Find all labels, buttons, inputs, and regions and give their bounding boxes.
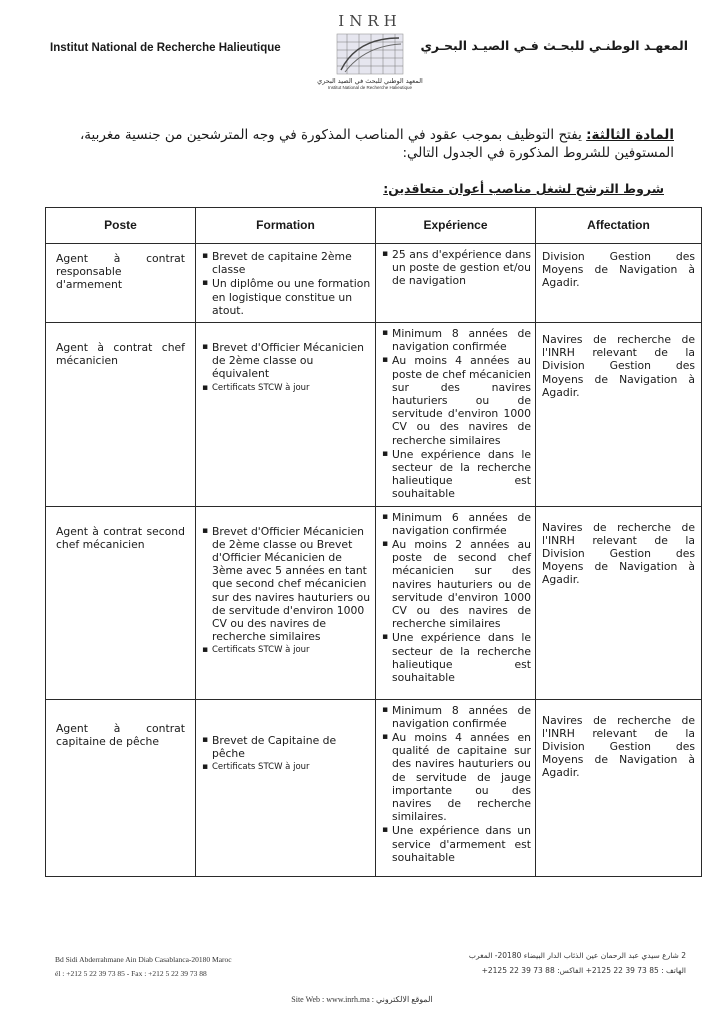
poste-cell	[46, 244, 196, 323]
header-affectation: Affectation	[536, 208, 702, 244]
experience-cell	[376, 323, 536, 507]
poste-cell	[46, 699, 196, 876]
footer-contact-fr	[55, 953, 232, 981]
footer-phone-ar: الهاتف : 85 73 39 22 2125+ الفاكس: 88 73 39 22 2125+	[481, 966, 686, 975]
conditions-table	[45, 207, 702, 877]
experience-item: ▪ Au moins 4 années en qualité de capitaine sur des navires hauturiers ou de servitude de jauge importante ou des navires de recherche similaires.	[382, 731, 531, 823]
footer-address-ar: 2 شارع سيدي عبد الرحمان عين الذئاب الدار البيضاء 20180- المغرب	[468, 951, 686, 960]
logo-french-name: Institut National de Recherche Halieutique	[327, 85, 413, 90]
poste-cell	[46, 506, 196, 699]
experience-item: ▪ Minimum 8 années de navigation confirmée	[382, 704, 531, 730]
article-three	[34, 126, 674, 162]
header-experience: Expérience	[376, 208, 536, 244]
formation-item: ▪ Certificats STCW à jour	[202, 382, 371, 395]
experience-item: ▪ 25 ans d'expérience dans un poste de gestion et/ou de navigation	[382, 248, 531, 288]
table-row	[46, 323, 702, 507]
formation-cell	[196, 244, 376, 323]
institute-name-fr: Institut National de Recherche Halieutique	[50, 42, 281, 54]
experience-cell	[376, 699, 536, 876]
experience-cell	[376, 244, 536, 323]
header-poste: Poste	[46, 208, 196, 244]
affectation-cell	[536, 323, 702, 507]
footer-contact-ar	[469, 948, 686, 978]
poste-label: Agent à contrat chef mécanicien	[56, 341, 185, 368]
experience-item: ▪ Au moins 2 années au poste de second chef mécanicien sur des navires hauturiers ou de servitude d'environ 1000 CV ou des navires de recherche similaires	[382, 538, 531, 630]
affectation-cell	[536, 506, 702, 699]
formation-cell	[196, 699, 376, 876]
experience-item: ▪ Une expérience dans le secteur de la recherche halieutique est souhaitable	[382, 448, 531, 501]
table-row	[46, 506, 702, 699]
formation-item: ▪ Brevet d'Officier Mécanicien de 2ème classe ou équivalent	[202, 341, 371, 381]
article-text: يفتح التوظيف بموجب عقود في المناصب المذكورة في وجه المترشحين من جنسية مغربية، المستوفين للشروط المذكورة في الجدول التالي:	[79, 127, 674, 161]
conditions-subheading: شروط الترشح لشغل مناصب أعوان متعاقدين:	[383, 181, 664, 196]
poste-cell	[46, 323, 196, 507]
formation-cell	[196, 323, 376, 507]
footer-address-fr: Bd Sidi Abderrahmane Ain Diab Casablanca-20180 Maroc	[55, 955, 232, 964]
poste-label: Agent à contrat responsable d'armement	[56, 252, 185, 292]
affectation-cell	[536, 699, 702, 876]
formation-item: ▪ Brevet d'Officier Mécanicien de 2ème classe ou Brevet d'Officier Mécanicien de 3ème avec 5 années en tant que second chef mécanicien sur des navires hauturiers ou de servitude d'environ 1000 CV ou des navires de recherche similaires	[202, 525, 371, 644]
experience-item: ▪ Au moins 4 années au poste de chef mécanicien sur des navires hauturiers ou de servitude d'environ 1000 CV ou des navires de recherche similaires	[382, 354, 531, 446]
formation-item: ▪ Certificats STCW à jour	[202, 761, 371, 774]
logo-arabic-name: المعهد الوطني للبحث في الصيد البحري	[317, 77, 423, 85]
affectation-cell	[536, 244, 702, 323]
footer-phone-fr: él : +212 5 22 39 73 85 - Fax : +212 5 22 39 73 88	[55, 969, 207, 978]
experience-item: ▪ Une expérience dans un service d'armement est souhaitable	[382, 824, 531, 864]
header-formation: Formation	[196, 208, 376, 244]
logo-acronym: INRH	[338, 12, 402, 30]
formation-item: ▪ Un diplôme ou une formation en logistique constitue un atout.	[202, 277, 371, 317]
affectation-text: Navires de recherche de l'INRH relevant de la Division Gestion des Moyens de Navigation à Agadir.	[542, 333, 695, 399]
experience-item: ▪ Minimum 6 années de navigation confirmée	[382, 511, 531, 537]
logo-emblem-icon	[335, 32, 405, 76]
formation-item: ▪ Brevet de capitaine 2ème classe	[202, 250, 371, 276]
experience-item: ▪ Minimum 8 années de navigation confirmée	[382, 327, 531, 353]
experience-item: ▪ Une expérience dans le secteur de la recherche halieutique est souhaitable	[382, 631, 531, 684]
experience-cell	[376, 506, 536, 699]
affectation-text: Navires de recherche de l'INRH relevant de la Division Gestion des Moyens de Navigation à Agadir.	[542, 520, 695, 587]
poste-label: Agent à contrat capitaine de pêche	[56, 721, 185, 748]
formation-cell	[196, 506, 376, 699]
table-header-row	[46, 208, 702, 244]
poste-label: Agent à contrat second chef mécanicien	[56, 524, 185, 551]
affectation-text: Division Gestion des Moyens de Navigation à Agadir.	[542, 250, 695, 290]
table-row	[46, 244, 702, 323]
affectation-text: Navires de recherche de l'INRH relevant de la Division Gestion des Moyens de Navigation à Agadir.	[542, 713, 695, 780]
formation-item: ▪ Certificats STCW à jour	[202, 644, 371, 657]
inrh-logo	[310, 12, 430, 100]
formation-item: ▪ Brevet de Capitaine de pêche	[202, 734, 371, 760]
article-title: المادة الثالثة:	[586, 127, 674, 143]
table-row	[46, 699, 702, 876]
footer-website[interactable]: Site Web : www.inrh.ma : الموقع الالكتروني	[291, 995, 433, 1004]
institute-name-ar: المعهـد الوطنـي للبحـث فـي الصيـد البحـري	[420, 38, 688, 53]
